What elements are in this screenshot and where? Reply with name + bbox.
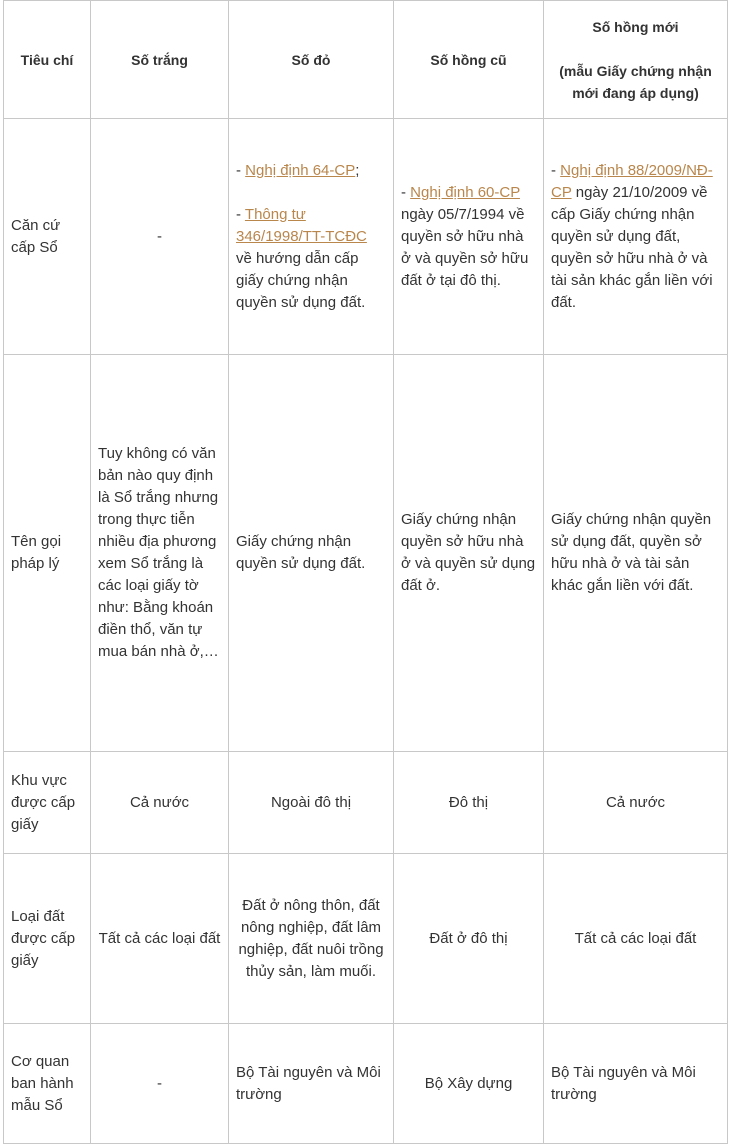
cell-loai-dat-so-trang: Tất cả các loại đất [91, 854, 229, 1024]
table-row-can-cu [4, 119, 728, 355]
can-cu-so-do-item-2: - Thông tư 346/1998/TT-TCĐC về hướng dẫn cấp giấy chứng nhận quyền sử dụng đất. [236, 205, 367, 311]
table-row-loai-dat [4, 854, 728, 1024]
link-nghi-dinh-60-cp[interactable]: Nghị định 60-CP [410, 183, 520, 201]
row-label-ten-goi: Tên gọi pháp lý [4, 355, 91, 752]
link-nghi-dinh-88-2009[interactable]: Nghị định 88/2009/NĐ-CP [551, 161, 713, 201]
table-row-co-quan [4, 1024, 728, 1144]
cell-loai-dat-so-hong-cu: Đất ở đô thị [394, 854, 544, 1024]
cell-can-cu-so-trang: - [91, 119, 229, 355]
header-tieu-chi: Tiêu chí [4, 1, 91, 119]
cell-loai-dat-so-do: Đất ở nông thôn, đất nông nghiệp, đất lâm nghiệp, đất nuôi trồng thủy sản, làm muối. [229, 854, 394, 1024]
row-label-loai-dat: Loại đất được cấp giấy [4, 854, 91, 1024]
header-row [4, 1, 728, 119]
link-nghi-dinh-64-cp[interactable]: Nghị định 64-CP [245, 161, 356, 179]
cell-khu-vuc-so-do: Ngoài đô thị [229, 752, 394, 854]
cell-can-cu-so-hong-moi: - Nghị định 88/2009/NĐ-CP ngày 21/10/2009 về cấp Giấy chứng nhận quyền sử dụng đất, quyền sở hữu nhà ở và tài sản khác gắn liền với đất. [544, 119, 728, 355]
cell-ten-goi-so-do: Giấy chứng nhận quyền sử dụng đất. [229, 355, 394, 752]
cell-can-cu-so-hong-cu: - Nghị định 60-CP ngày 05/7/1994 về quyền sở hữu nhà ở và quyền sở hữu đất ở tại đô thị. [394, 119, 544, 355]
cell-khu-vuc-so-hong-cu: Đô thị [394, 752, 544, 854]
can-cu-so-do-item-1: - Nghị định 64-CP; [236, 161, 360, 179]
cell-ten-goi-so-trang: Tuy không có văn bản nào quy định là Sổ trắng nhưng trong thực tiễn nhiều địa phương xem Sổ trắng là các loại giấy tờ như: Bằng khoán điền thổ, văn tự mua bán nhà ở,… [91, 355, 229, 752]
cell-co-quan-so-do: Bộ Tài nguyên và Môi trường [229, 1024, 394, 1144]
cell-loai-dat-so-hong-moi: Tất cả các loại đất [544, 854, 728, 1024]
row-label-khu-vuc: Khu vực được cấp giấy [4, 752, 91, 854]
header-so-hong-moi [544, 1, 728, 119]
cell-co-quan-so-hong-cu: Bộ Xây dựng [394, 1024, 544, 1144]
cell-ten-goi-so-hong-moi: Giấy chứng nhận quyền sử dụng đất, quyền sở hữu nhà ở và tài sản khác gắn liền với đất. [544, 355, 728, 752]
cell-khu-vuc-so-trang: Cả nước [91, 752, 229, 854]
cell-co-quan-so-trang: - [91, 1024, 229, 1144]
header-so-do: Số đỏ [229, 1, 394, 119]
cell-khu-vuc-so-hong-moi: Cả nước [544, 752, 728, 854]
link-thong-tu-346[interactable]: Thông tư 346/1998/TT-TCĐC [236, 205, 367, 245]
cell-ten-goi-so-hong-cu: Giấy chứng nhận quyền sở hữu nhà ở và quyền sử dụng đất ở. [394, 355, 544, 752]
row-label-can-cu: Căn cứ cấp Sổ [4, 119, 91, 355]
header-so-hong-moi-subtitle: (mẫu Giấy chứng nhận mới đang áp dụng) [559, 62, 712, 101]
header-so-hong-cu: Số hồng cũ [394, 1, 544, 119]
cell-can-cu-so-do [229, 119, 394, 355]
header-so-trang: Số trắng [91, 1, 229, 119]
row-label-co-quan: Cơ quan ban hành mẫu Sổ [4, 1024, 91, 1144]
table-row-khu-vuc [4, 752, 728, 854]
table-row-ten-goi [4, 355, 728, 752]
cell-co-quan-so-hong-moi: Bộ Tài nguyên và Môi trường [544, 1024, 728, 1144]
comparison-table [3, 0, 728, 1144]
header-so-hong-moi-title: Số hồng mới [592, 18, 679, 35]
